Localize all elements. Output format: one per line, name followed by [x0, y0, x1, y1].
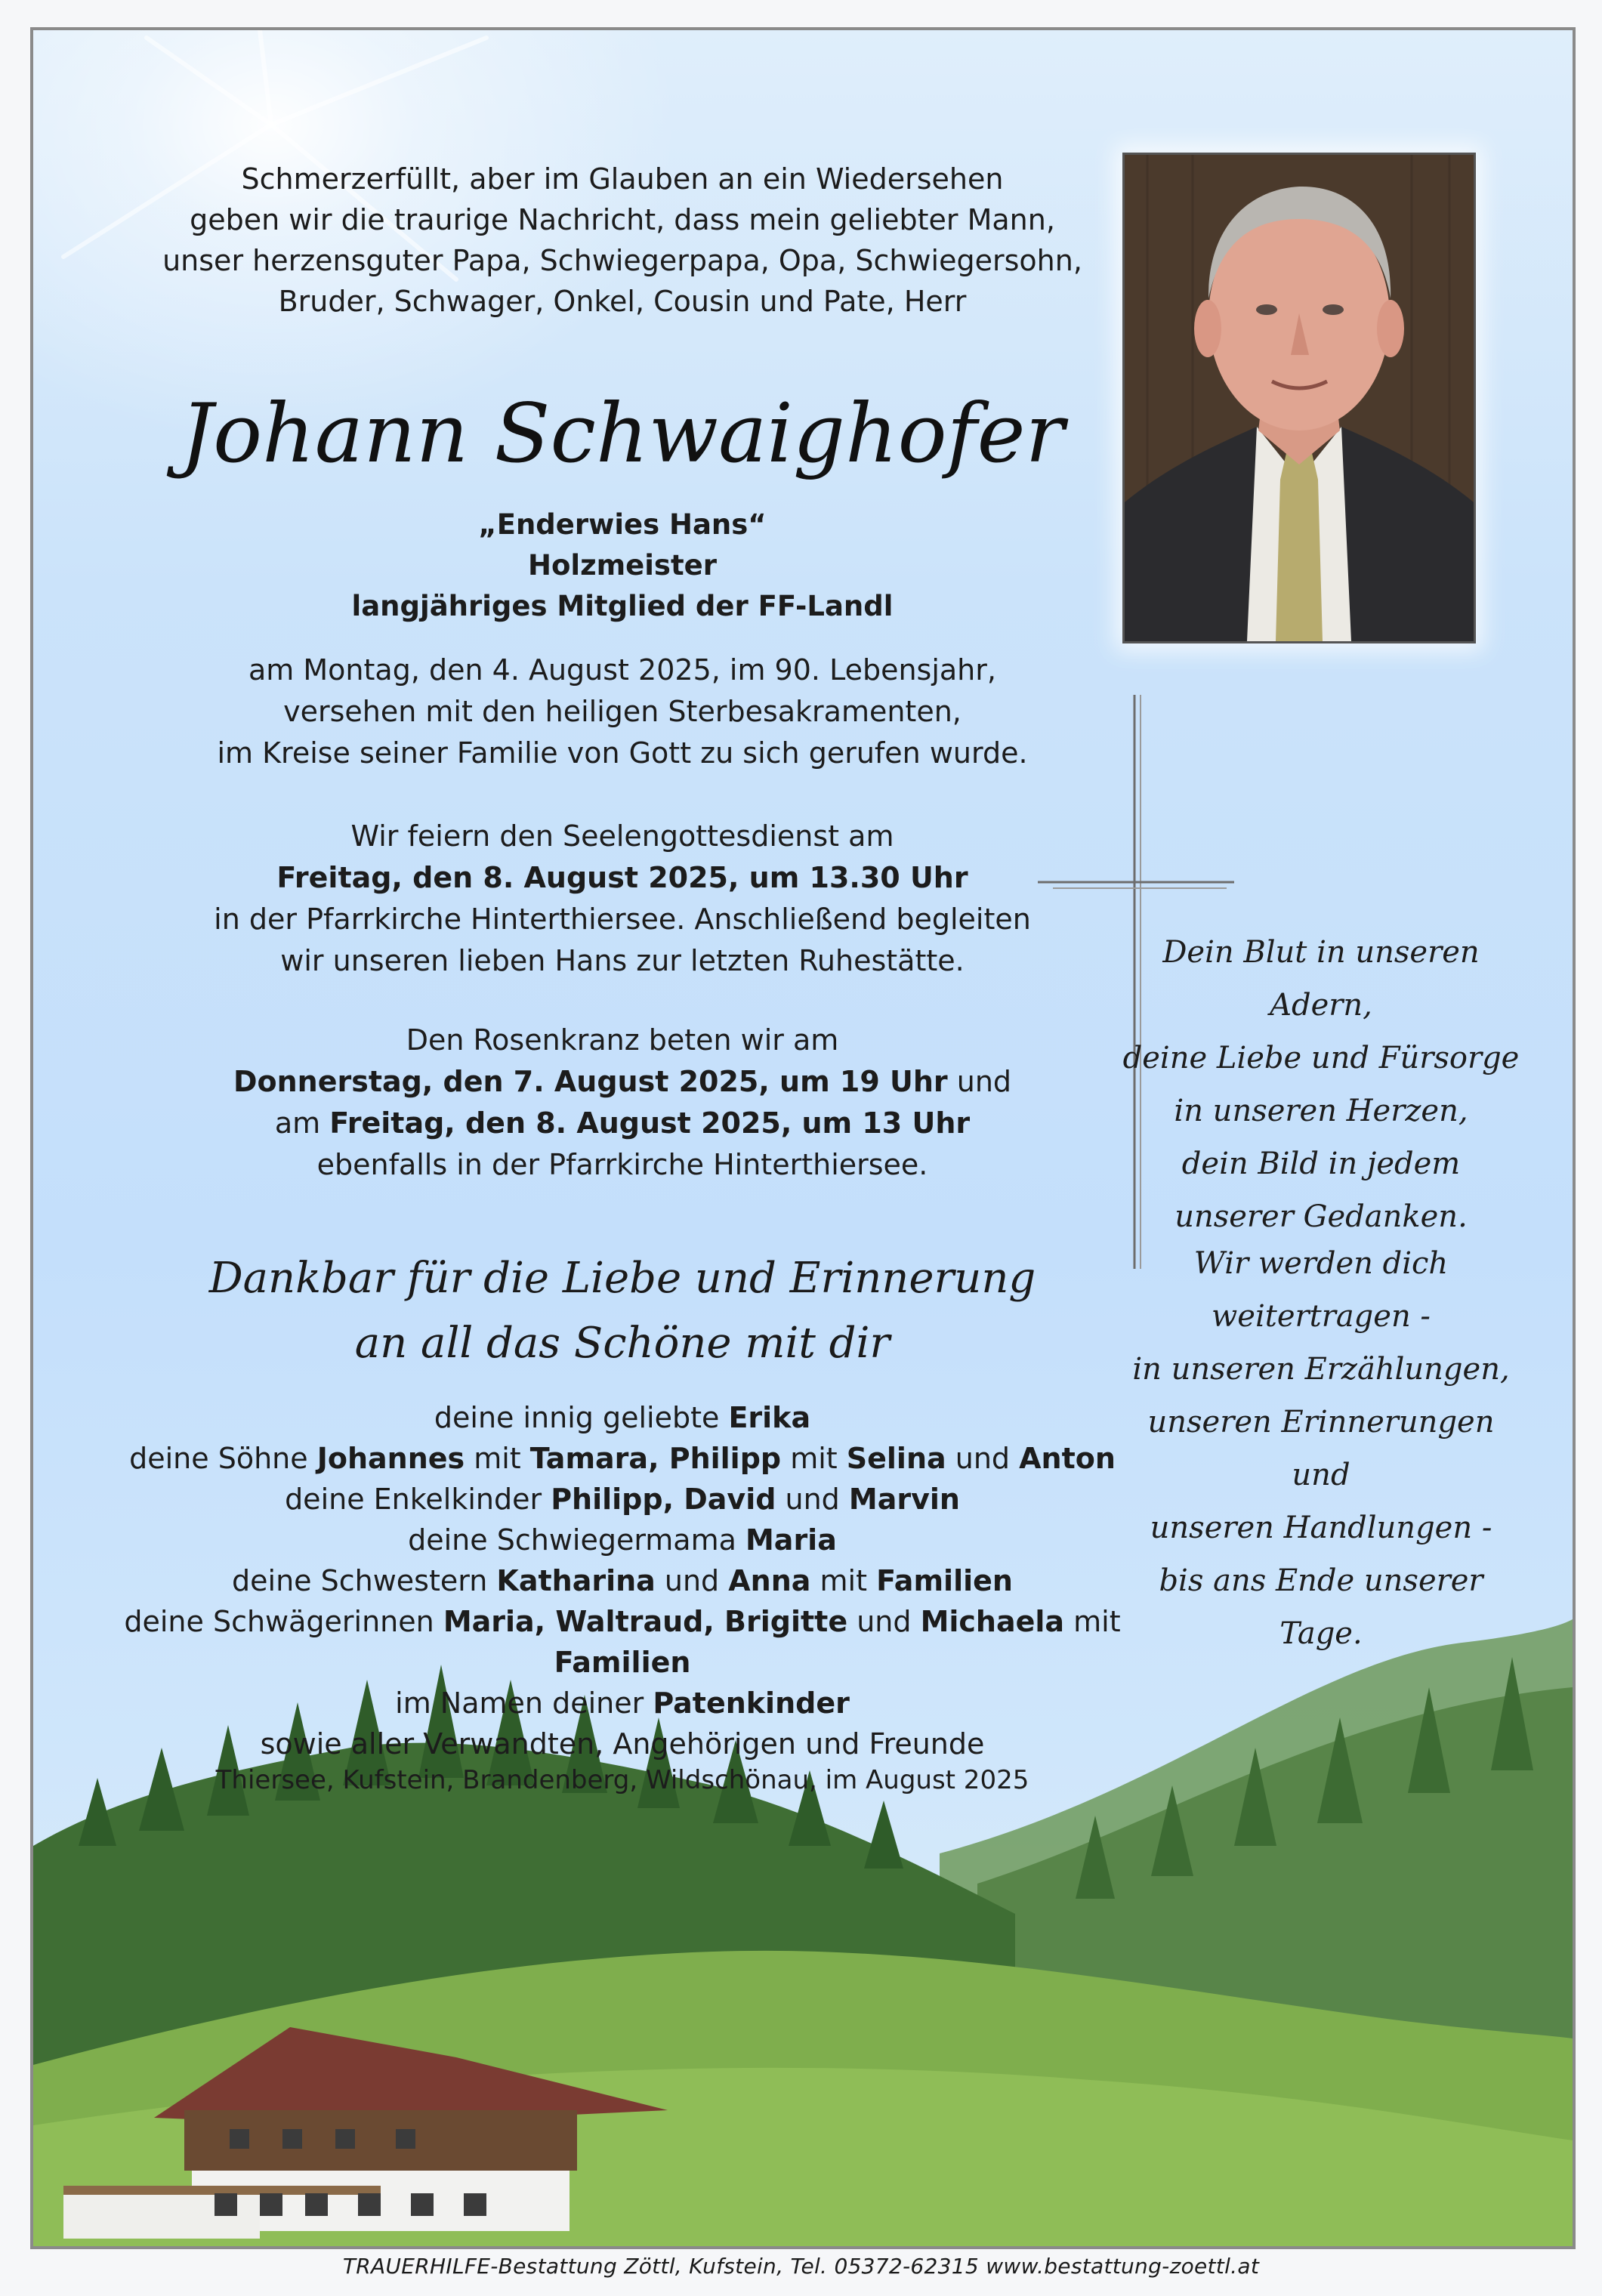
portrait-image: [1125, 155, 1474, 641]
family-line: [109, 1683, 1136, 1724]
poem-line: unseren Handlungen -: [1150, 1511, 1492, 1545]
text: mit: [465, 1442, 530, 1475]
relative-name: Anna: [728, 1564, 811, 1597]
memorial-poem-part-2: [1121, 1237, 1521, 1660]
relative-name: Erika: [728, 1401, 811, 1434]
mass-date: Freitag, den 8. August 2025, um 13.30 Uhr: [276, 861, 968, 894]
gratitude-line: an all das Schöne mit dir: [354, 1319, 891, 1368]
relative-name: Maria, Waltraud, Brigitte: [443, 1605, 848, 1638]
death-line: versehen mit den heiligen Sterbesakramenten,: [283, 695, 962, 728]
text: und: [847, 1605, 921, 1638]
mass-line: in der Pfarrkirche Hinterthiersee. Anschließend begleiten: [214, 903, 1031, 936]
intro-line: Schmerzerfüllt, aber im Glauben an ein Wiedersehen: [241, 162, 1004, 196]
text: deine Schwiegermama: [408, 1523, 745, 1557]
deceased-name: Johann Schwaighofer: [180, 387, 1065, 481]
relative-name: Michaela: [920, 1605, 1065, 1638]
text: und: [946, 1442, 1020, 1475]
poem-line: in unseren Herzen,: [1174, 1094, 1468, 1128]
intro-line: geben wir die traurige Nachricht, dass mein geliebter Mann,: [190, 203, 1055, 236]
relative-name: Marvin: [848, 1483, 960, 1516]
rosary-line: ebenfalls in der Pfarrkirche Hinterthiersee.: [316, 1148, 928, 1181]
gratitude-heading: [109, 1246, 1136, 1376]
intro-line: unser herzensguter Papa, Schwiegerpapa, Opa, Schwiegersohn,: [162, 244, 1082, 277]
text: deine innig geliebte: [434, 1401, 729, 1434]
poem-line: Wir werden dich: [1193, 1246, 1449, 1281]
text: mit: [781, 1442, 847, 1475]
memorial-poem-part-1: [1121, 926, 1521, 1243]
family-line: [109, 1520, 1136, 1560]
profession: Holzmeister: [528, 549, 717, 582]
text: im Namen deiner: [395, 1687, 653, 1720]
portrait-photo: [1122, 153, 1476, 643]
relative-name: Maria: [745, 1523, 837, 1557]
death-line: im Kreise seiner Familie von Gott zu sich gerufen wurde.: [217, 736, 1028, 770]
relative-name: Familien: [554, 1646, 691, 1679]
relative-name: Familien: [876, 1564, 1013, 1597]
poem-line: dein Bild in jedem: [1181, 1146, 1461, 1181]
text: am: [274, 1106, 330, 1140]
poem-line: bis ans Ende unserer Tage.: [1159, 1563, 1483, 1651]
rosary-date-2: Freitag, den 8. August 2025, um 13 Uhr: [329, 1106, 971, 1140]
family-line: sowie aller Verwandten, Angehörigen und Freunde: [260, 1727, 985, 1761]
text: mit: [810, 1564, 877, 1597]
nickname: „Enderwies Hans“: [478, 508, 767, 541]
text: deine Schwägerinnen: [124, 1605, 443, 1638]
text: und: [655, 1564, 729, 1597]
poem-line: unseren Erinnerungen und: [1147, 1405, 1495, 1492]
rosary-date-1: Donnerstag, den 7. August 2025, um 19 Uhr: [233, 1065, 948, 1098]
relative-name: Anton: [1019, 1442, 1116, 1475]
text: und: [776, 1483, 849, 1516]
death-notice: [109, 650, 1136, 774]
mass-line: wir unseren lieben Hans zur letzten Ruhestätte.: [280, 944, 965, 977]
mass-line: Wir feiern den Seelengottesdienst am: [350, 819, 894, 853]
text: deine Söhne: [129, 1442, 317, 1475]
funeral-home-footer: TRAUERHILFE-Bestattung Zöttl, Kufstein, Tel. 05372-62315 www.bestattung-zoettl.at: [342, 2254, 1260, 2279]
intro-text: [109, 159, 1136, 322]
intro-line: Bruder, Schwager, Onkel, Cousin und Pate, Herr: [278, 285, 967, 318]
place-and-date: Thiersee, Kufstein, Brandenberg, Wildschönau, im August 2025: [215, 1765, 1029, 1795]
death-line: am Montag, den 4. August 2025, im 90. Lebensjahr,: [248, 653, 996, 687]
relative-name: Selina: [846, 1442, 946, 1475]
family-line: [109, 1560, 1136, 1601]
poem-line: in unseren Erzählungen,: [1132, 1352, 1510, 1387]
rosary-line: [109, 1103, 1136, 1144]
relative-name: Patenkinder: [653, 1687, 850, 1720]
gratitude-line: Dankbar für die Liebe und Erinnerung: [208, 1254, 1036, 1303]
mass-announcement: [109, 816, 1136, 982]
epithets: [109, 505, 1136, 627]
text: und: [947, 1065, 1012, 1098]
poem-line: Dein Blut in unseren Adern,: [1162, 935, 1480, 1023]
family-line: [109, 1479, 1136, 1520]
poem-line: unserer Gedanken.: [1174, 1199, 1468, 1234]
family-line: [109, 1397, 1136, 1438]
relative-name: Tamara, Philipp: [529, 1442, 782, 1475]
relative-name: Philipp, David: [551, 1483, 776, 1516]
text: deine Enkelkinder: [285, 1483, 551, 1516]
poem-line: deine Liebe und Fürsorge: [1122, 1041, 1520, 1075]
family-list: [109, 1397, 1136, 1764]
rosary-line: [109, 1061, 1136, 1103]
text: deine Schwestern: [232, 1564, 497, 1597]
text: mit: [1064, 1605, 1121, 1638]
poem-line: weitertragen -: [1212, 1299, 1431, 1334]
membership: langjähriges Mitglied der FF-Landl: [351, 590, 894, 622]
obituary-card: [30, 27, 1576, 2249]
rosary-line: Den Rosenkranz beten wir am: [406, 1023, 839, 1057]
family-line: [109, 1601, 1136, 1683]
family-line: [109, 1438, 1136, 1479]
relative-name: Katharina: [496, 1564, 656, 1597]
rosary-announcement: [109, 1020, 1136, 1186]
relative-name: Johannes: [316, 1442, 465, 1475]
